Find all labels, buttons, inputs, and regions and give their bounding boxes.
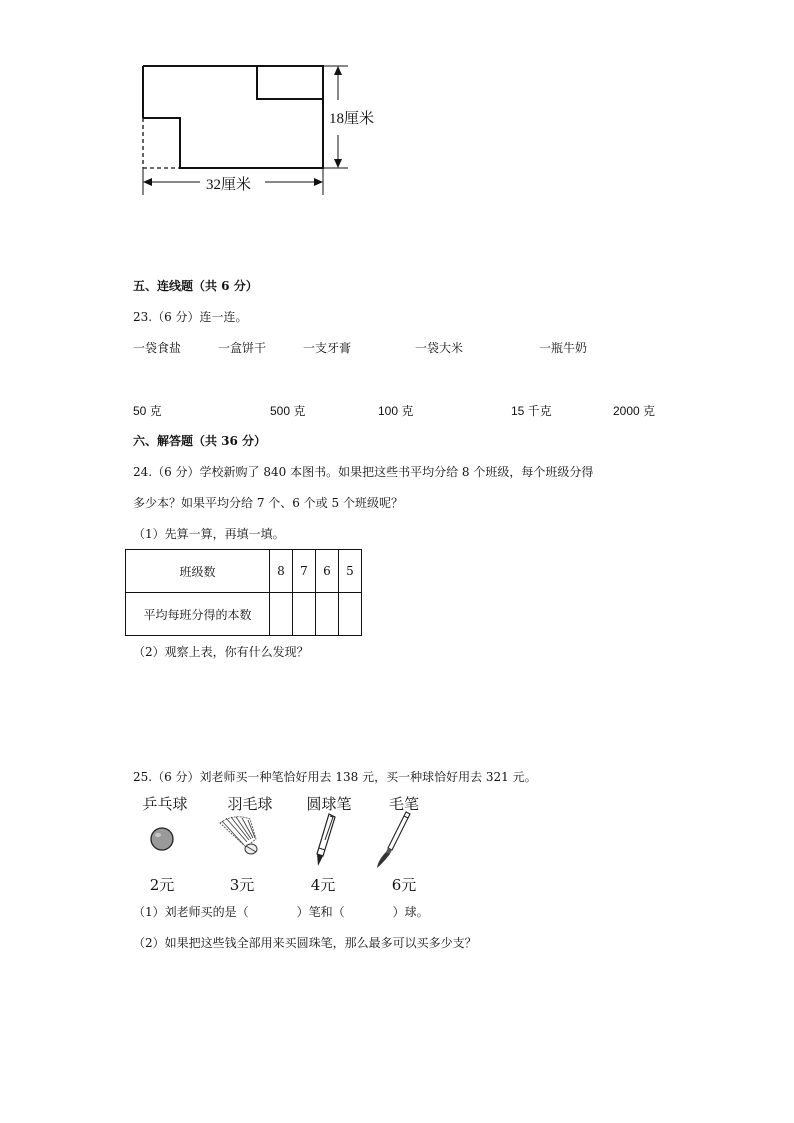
match-weight-15kg: 15 千克 [511, 404, 552, 418]
pingpong-ball-icon [149, 826, 175, 852]
match-weight-500g: 500 克 [270, 404, 306, 418]
q25-sub1: （1）刘老师买的是（ ）笔和（ ）球。 [133, 905, 429, 919]
col-7: 7 [293, 550, 316, 593]
row2-header: 平均每班分得的本数 [126, 593, 270, 636]
height-label: 18厘米 [329, 111, 375, 127]
answer-cell-6[interactable] [316, 593, 339, 636]
product-price-ballpen: 4元 [310, 876, 336, 894]
col-8: 8 [270, 550, 293, 593]
match-item-milk: 一瓶牛奶 [539, 341, 588, 355]
section6-title: 六、解答题（共 36 分） [133, 434, 267, 448]
col-5: 5 [339, 550, 362, 593]
shuttlecock-icon [218, 815, 260, 859]
q24-sub1: （1）先算一算，再填一填。 [133, 527, 285, 541]
section5-title: 五、连线题（共 6 分） [133, 279, 258, 293]
product-price-shuttlecock: 3元 [229, 876, 255, 894]
classes-table [125, 549, 362, 636]
shape-outline [143, 66, 323, 99]
q23-text: 23.（6 分）连一连。 [133, 310, 248, 324]
rectangle-figure [130, 55, 400, 205]
product-price-brush: 6元 [391, 876, 417, 894]
col-6: 6 [316, 550, 339, 593]
row1-header: 班级数 [126, 550, 270, 593]
product-name-ballpen: 圆球笔 [306, 795, 352, 813]
width-label: 32厘米 [206, 177, 252, 193]
q25-sub2: （2）如果把这些钱全部用来买圆珠笔，那么最多可以买多少支？ [133, 936, 477, 950]
q24-line1: 24.（6 分）学校新购了 840 本图书。如果把这些书平均分给 8 个班级，每个班级分得 [133, 465, 594, 479]
match-item-salt: 一袋食盐 [133, 341, 182, 355]
ballpoint-pen-icon [309, 812, 339, 868]
match-item-biscuit: 一盒饼干 [218, 341, 267, 355]
match-item-rice: 一袋大米 [415, 341, 464, 355]
answer-cell-8[interactable] [270, 593, 293, 636]
match-weight-100g: 100 克 [378, 404, 414, 418]
table-row [126, 593, 362, 636]
match-weight-50g: 50 克 [133, 404, 162, 418]
product-name-shuttlecock: 羽毛球 [227, 795, 273, 813]
answer-cell-7[interactable] [293, 593, 316, 636]
q24-sub2: （2）观察上表，你有什么发现？ [133, 645, 309, 659]
answer-cell-5[interactable] [339, 593, 362, 636]
product-price-pingpong: 2元 [149, 876, 175, 894]
match-weight-2000g: 2000 克 [613, 404, 656, 418]
table-row [126, 550, 362, 593]
q24-line2: 多少本？如果平均分给 7 个、6 个或 5 个班级呢？ [133, 496, 403, 510]
product-name-pingpong: 乒乓球 [142, 795, 188, 813]
q25-line1: 25.（6 分）刘老师买一种笔恰好用去 138 元，买一种球恰好用去 321 元。 [133, 770, 537, 784]
product-name-brush: 毛笔 [388, 795, 419, 813]
brush-pen-icon [374, 810, 414, 870]
match-item-toothpaste: 一支牙膏 [303, 341, 352, 355]
